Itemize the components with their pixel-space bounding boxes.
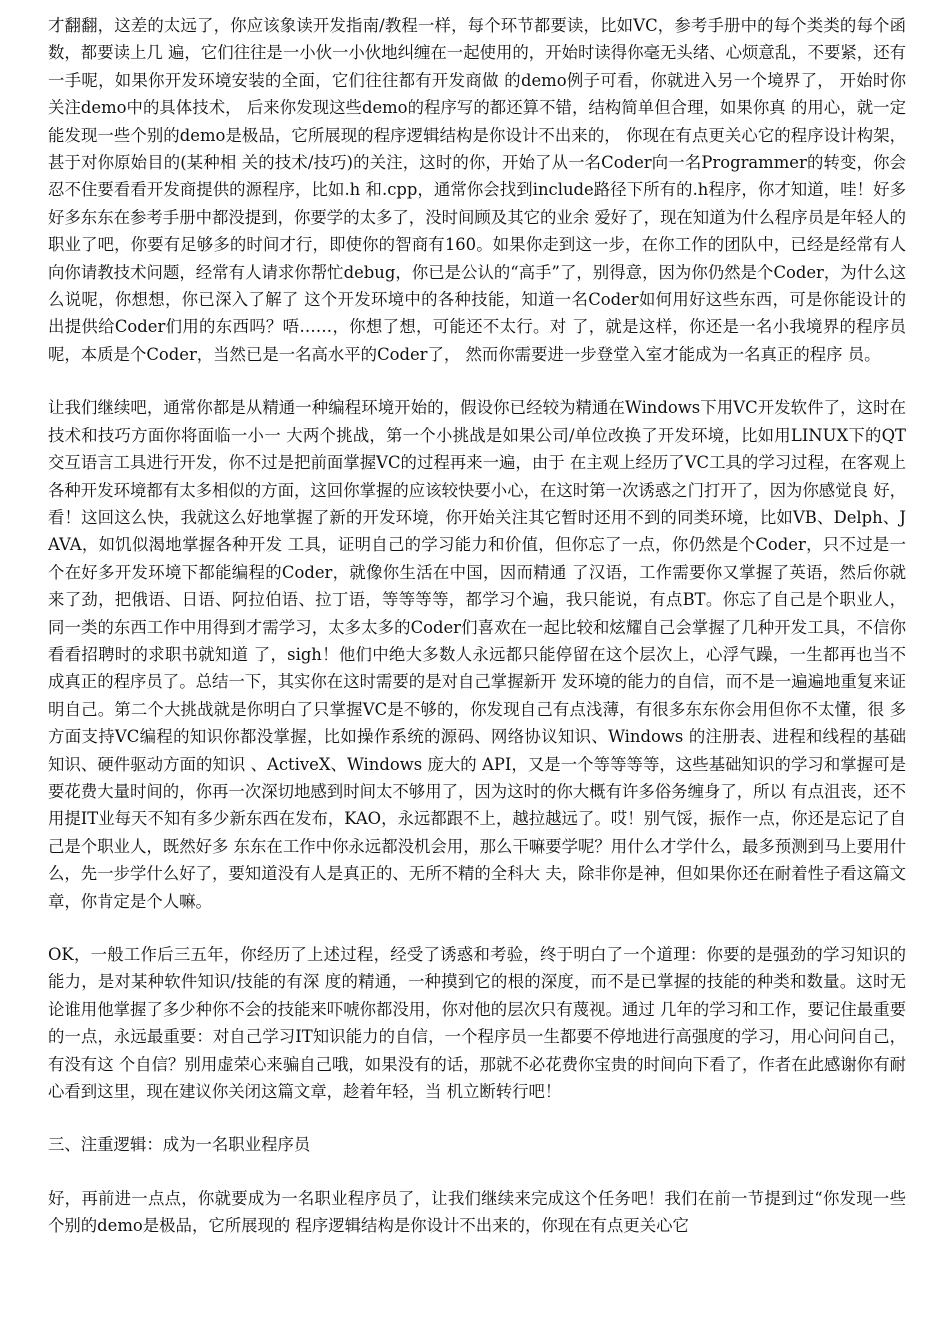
paragraph-3: OK，一般工作后三五年，你经历了上述过程，经受了诱惑和考验，终于明白了一个道理：你要的是强劲的学习知识的能力，是对某种软件知识/技能的有深 度的精通，一种摸到它的根的深度，而不是已掌握的技能的种类和数量。这时无论谁用他掌握了多少种你不会的技能来吓唬你都没用，你对他的层次只有蔑视。通过 几年的学习和工作，要记住最重要的一点，永远最重要：对自己学习IT知识能力的自信，一个程序员一生都要不停地进行高强度的学习，用心问问自己，有没有这 个自信？别用虚荣心来骗自己哦，如果没有的话，那就不必花费你宝贵的时间向下看了，作者在此感谢你有耐心看到这里，现在建议你关闭这篇文章，趁着年轻，当 机立断转行吧！ [48, 945, 906, 1102]
section-heading: 三、注重逻辑：成为一名职业程序员 [48, 1135, 311, 1155]
paragraph-2: 让我们继续吧，通常你都是从精通一种编程环境开始的，假设你已经较为精通在Windows下用VC开发软件了，这时在技术和技巧方面你将面临一小一 大两个挑战，第一个小挑战是如果公司/单位改换了开发环境，比如用LINUX下的QT交互语言工具进行开发，你不过是把前面掌握VC的过程再来一遍，由于 在主观上经历了VC工具的学习过程，在客观上各种开发环境都有太多相似的方面，这回你掌握的应该较快要小心，在这时第一次诱惑之门打开了，因为你感觉良 好，看！这回这么快，我就这么好地掌握了新的开发环境，你开始关注其它暂时还用不到的同类环境，比如VB、Delph、JAVA，如饥似渴地掌握各种开发 工具，证明自己的学习能力和价值，但你忘了一点，你仍然是个Coder，只不过是一个在好多开发环境下都能编程的Coder，就像你生活在中国，因而精通 了汉语，工作需要你又掌握了英语，然后你就来了劲，把俄语、日语、阿拉伯语、拉丁语，等等等等，都学习个遍，我只能说，有点BT。你忘了自己是个职业人， 同一类的东西工作中用得到才需学习，太多太多的Coder们喜欢在一起比较和炫耀自己会掌握了几种开发工具，不信你看看招聘时的求职书就知道 了，sigh！他们中绝大多数人永远都只能停留在这个层次上，心浮气躁，一生都再也当不成真正的程序员了。总结一下，其实你在这时需要的是对自己掌握新开 发环境的能力的自信，而不是一遍遍地重复来证明自己。第二个大挑战就是你明白了只掌握VC是不够的，你发现自己有点浅薄，有很多东东你会用但你不太懂，很 多方面支持VC编程的知识你都没掌握，比如操作系统的源码、网络协议知识、Windows 的注册表、进程和线程的基础知识、硬件驱动方面的知识 、ActiveX、Windows 庞大的 API，又是一个等等等等，这些基础知识的学习和掌握可是要花费大量时间的，你再一次深切地感到时间太不够用了，因为这时的你大概有许多俗务缠身了，所以 有点沮丧，还不用提IT业每天不知有多少新东西在发布，KAO，永远都跟不上，越拉越远了。哎！别气馁，振作一点，你还是忘记了自己是个职业人，既然好多 东东在工作中你永远都没机会用，那么干嘛要学呢？用什么才学什么，最多预测到马上要用什么，先一步学什么好了，要知道没有人是真正的、无所不精的全科大 夫，除非你是神，但如果你还在耐着性子看这篇文章，你肯定是个人嘛。 [48, 398, 906, 911]
document-page [48, 12, 906, 1240]
paragraph-4: 好，再前进一点点，你就要成为一名职业程序员了，让我们继续来完成这个任务吧！我们在前一节提到过“你发现一些个别的demo是极品，它所展现的 程序逻辑结构是你设计不出来的，你现在有点更关心它 [48, 1188, 906, 1236]
paragraph-1: 才翻翻，这差的太远了，你应该象读开发指南/教程一样，每个环节都要读，比如VC，参考手册中的每个类类的每个函数，都要读上几 遍，它们往往是一小伙一小伙地纠缠在一起使用的，开始时读得你毫无头绪、心烦意乱，不要紧，还有一手呢，如果你开发环境安装的全面，它们往往都有开发商做 的demo例子可看，你就进入另一个境界了， 开始时你关注demo中的具体技术， 后来你发现这些demo的程序写的都还算不错，结构简单但合理，如果你真 的用心，就一定能发现一些个别的demo是极品，它所展现的程序逻辑结构是你设计不出来的， 你现在有点更关心它的程序设计构架，甚于对你原始目的(某种相 关的技术/技巧)的关注，这时的你，开始了从一名Coder向一名Programmer的转变，你会忍不住要看看开发商提供的源程序，比如.h 和.cpp，通常你会找到include路径下所有的.h程序，你才知道，哇！好多好多东东在参考手册中都没提到，你要学的太多了，没时间顾及其它的业余 爱好了，现在知道为什么程序员是年轻人的职业了吧，你要有足够多的时间才行，即使你的智商有160。如果你走到这一步，在你工作的团队中，已经是经常有人 向你请教技术问题，经常有人请求你帮忙debug，你已是公认的“高手”了，别得意，因为你仍然是个Coder，为什么这么说呢，你想想，你已深入了解了 这个开发环境中的各种技能，知道一名Coder如何用好这些东西，可是你能设计的出提供给Coder们用的东西吗？唔……，你想了想，可能还不太行。对 了，就是这样，你还是一名小我境界的程序员呢，本质是个Coder，当然已是一名高水平的Coder了， 然而你需要进一步登堂入室才能成为一名真正的程序 员。 [48, 16, 906, 364]
